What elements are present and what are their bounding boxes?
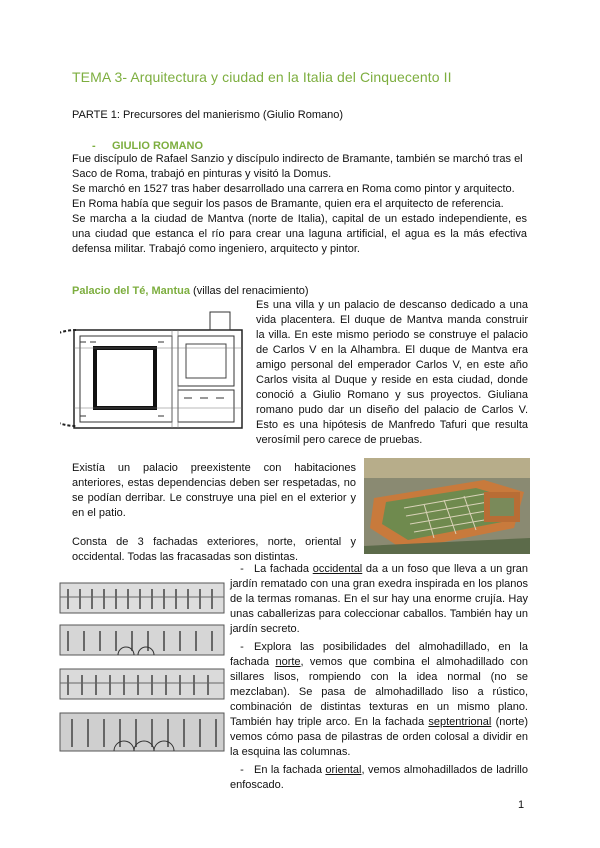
underlined-term: oriental bbox=[325, 764, 362, 776]
preexisting-palace-paragraph: Existía un palacio preexistente con habitaciones anteriores, estas dependencias deben ser respetadas, no se podían derribar. Le construye una piel en el exterior y en el patio. bbox=[72, 462, 356, 519]
facade-elevations-image bbox=[58, 577, 226, 763]
page-number: 1 bbox=[518, 799, 525, 811]
palace-name: Palacio del Té, Mantua bbox=[72, 285, 190, 297]
palace-subtitle: (villas del renacimiento) bbox=[189, 285, 309, 297]
underlined-term: norte bbox=[275, 656, 301, 668]
facades-list bbox=[230, 562, 528, 796]
facades-paragraph: Consta de 3 fachadas exteriores, norte, oriental y occidental. Todas las fracasadas son distintas. bbox=[72, 536, 356, 563]
list-item: - En la fachada oriental, vemos almohadillados de ladrillo enfoscado. bbox=[230, 764, 528, 791]
heading-text: GIULIO ROMANO bbox=[112, 140, 204, 152]
aerial-photo bbox=[364, 458, 530, 554]
underlined-term: septentrional bbox=[428, 716, 492, 728]
intro-line-3: Se marcha a la ciudad de Mantva (norte de Italia), capital de un estado independiente, es una ciudad que estanca el río para crear una laguna artificial, el agua es la más efectiva defensa militar. Trabajó como ingeniero, arquitecto y pintor. bbox=[72, 213, 527, 255]
intro-paragraph bbox=[72, 152, 527, 257]
list-item: - Explora las posibilidades del almohadillado, en la fachada norte, vemos que combina el almohadillado con sillares lisos, rompiendo con la idea normal (no se mezclaban). Se pasa de almohadillado liso a rústico, combinación de distintas texturas en un mismo plano. También hay triple arco. En la fachada septentrional (norte) vemos cómo pasa de pilastras de orden colosal a dividir en la esquina las columnas. bbox=[230, 641, 528, 758]
underlined-term: occidental bbox=[312, 563, 363, 575]
intro-line-2: Se marchó en 1527 tras haber desarrollado una carrera en Roma como pintor y arquitecto. En Roma había que seguir los pasos de Bramante, quien era el arquitecto de referencia. bbox=[72, 183, 515, 210]
list-item: - La fachada occidental da a un foso que lleva a un gran jardín rematado con una gran exedra inspirada en los planos de la termas romanas. En el sur hay una enorme crujía. Hay unas caballerizas para coleccionar caballos. También hay un jardín secreto. bbox=[230, 563, 528, 635]
palace-description: Es una villa y un palacio de descanso dedicado a una vida placentera. El duque de Mantva manda construir la villa. En este mismo periodo se construye el palacio de Carlos V en la Alhambra. El duque de Mantva era amigo personal del emperador Carlos V, en este año Carlos visita al Duque y reside en esta ciudad, donde conoció a Giulio Romano y sus proyectos. Giuliana romano pudo dar un diseño del palacio de Carlos V. Esto es una hipótesis de Manfredo Tafuri que resulta verosímil pero carece de pruebas. bbox=[256, 299, 528, 446]
page-title: TEMA 3- Arquitectura y ciudad en la Italia del Cinquecento II bbox=[72, 69, 452, 85]
section-heading-palacio-te bbox=[72, 284, 309, 299]
intro-line-1: Fue discípulo de Rafael Sanzio y discípulo indirecto de Bramante, también se marchó tras el Saco de Roma, trabajó en pinturas y visitó la Domus. bbox=[72, 153, 523, 180]
list-marker: - bbox=[240, 641, 244, 653]
part-subtitle: PARTE 1: Precursores del manierismo (Giulio Romano) bbox=[72, 109, 344, 121]
floor-plan-image bbox=[60, 308, 250, 446]
bullet-marker: - bbox=[92, 140, 96, 152]
list-marker: - bbox=[240, 764, 244, 776]
list-marker: - bbox=[240, 563, 244, 575]
